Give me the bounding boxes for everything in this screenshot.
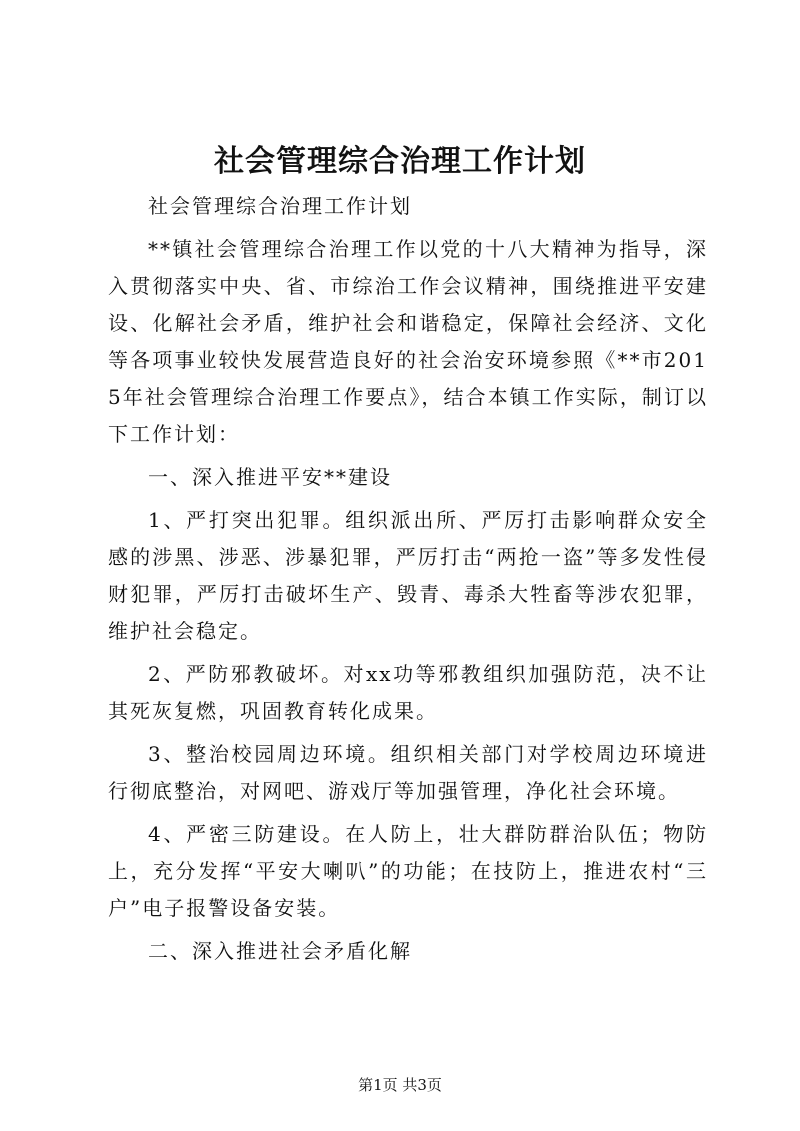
paragraph-intro: **镇社会管理综合治理工作以党的十八大精神为指导，深入贯彻落实中央、省、市综治工作会议精神，围绕推进平安建设、化解社会矛盾，维护社会和谐稳定，保障社会经济、文化等各项事业较快发展营造良好的社会治安环境参照《**市2015年社会管理综合治理工作要点》，结合本镇工作实际，制订以下工作计划：	[108, 237, 708, 446]
document-title: 社会管理综合治理工作计划	[214, 144, 586, 179]
document-body	[108, 188, 708, 976]
paragraph-item-2: 2、严防邪教破坏。对xx功等邪教组织加强防范，决不让其死灰复燃，巩固教育转化成果。	[108, 662, 708, 723]
paragraph-item-4: 4、严密三防建设。在人防上，壮大群防群治队伍；物防上，充分发挥“平安大喇叭”的功能；在技防上，推进农村“三户”电子报警设备安装。	[108, 822, 708, 920]
section-heading-2: 二、深入推进社会矛盾化解	[148, 939, 412, 963]
page-number-footer: 第1页 共3页	[358, 1076, 442, 1094]
paragraph-item-1: 1、严打突出犯罪。组织派出所、严厉打击影响群众安全感的涉黑、涉恶、涉暴犯罪，严厉打击“两抢一盗”等多发性侵财犯罪，严厉打击破坏生产、毁青、毒杀大牲畜等涉农犯罪，维护社会稳定。	[108, 508, 708, 643]
section-heading-1: 一、深入推进平安**建设	[148, 465, 392, 489]
paragraph-item-3: 3、整治校园周边环境。组织相关部门对学校周边环境进行彻底整治，对网吧、游戏厅等加强管理，净化社会环境。	[108, 742, 708, 803]
paragraph-subtitle: 社会管理综合治理工作计划	[148, 194, 412, 218]
